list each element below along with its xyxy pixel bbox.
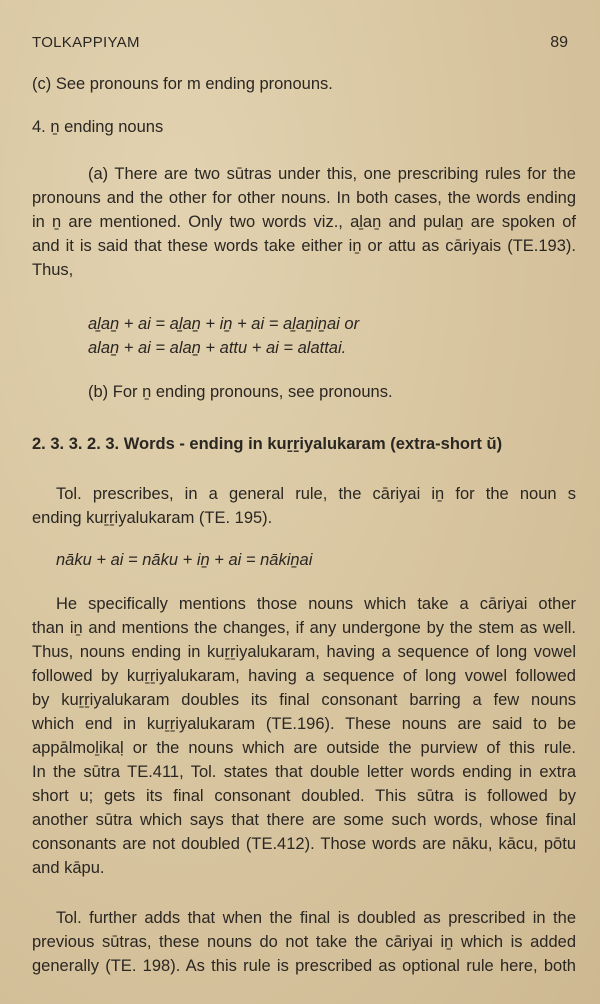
paragraph-line: by kuṟṟiyalukaram doubles its final consonant barring a few nouns <box>32 691 576 709</box>
running-header-title: TOLKAPPIYAM <box>32 34 140 51</box>
paragraph-line: followed by kuṟṟiyalukaram, having a sequence of long vowel followed <box>32 667 576 685</box>
paragraph-line: which end in kuṟṟiyalukaram (TE.196). These nouns are said to be <box>32 715 576 733</box>
paragraph-line: Thus, <box>32 261 74 279</box>
paragraph-line: He specifically mentions those nouns which take a cāriyai other <box>56 595 576 613</box>
paragraph-line: previous sūtras, these nouns do not take the cāriyai iṉ which is added <box>32 933 576 951</box>
paragraph-line: another sūtra which says that there are some such words, whose final <box>32 811 576 829</box>
paragraph-line: (b) For ṉ ending pronouns, see pronouns. <box>88 383 393 401</box>
page-number: 89 <box>550 34 568 51</box>
section-heading: 2. 3. 3. 2. 3. Words - ending in kuṟṟiyalukaram (extra-short ŭ) <box>32 435 503 453</box>
paragraph-line: Tol. prescribes, in a general rule, the cāriyai iṉ for the noun s <box>56 485 576 503</box>
paragraph-line: Thus, nouns ending in kuṟṟiyalukaram, having a sequence of long vowel <box>32 643 576 661</box>
example-formula: alaṉ + ai = alaṉ + attu + ai = alattai. <box>88 339 347 357</box>
paragraph-line: in ṉ are mentioned. Only two words viz., aḻaṉ and pulaṉ are spoken of <box>32 213 576 231</box>
list-item-c: (c) See pronouns for m ending pronouns. <box>32 75 333 93</box>
paragraph-line: and kāpu. <box>32 859 105 877</box>
list-item-4-heading: 4. ṉ ending nouns <box>32 118 164 136</box>
paragraph-line: ending kuṟṟiyalukaram (TE. 195). <box>32 509 273 527</box>
paragraph-line: pronouns and the other for other nouns. In both cases, the words ending <box>32 189 576 207</box>
running-header <box>32 34 568 54</box>
paragraph-line: consonants are not doubled (TE.412). Those words are nāku, kācu, pōtu <box>32 835 576 853</box>
paragraph-line: (a) There are two sūtras under this, one prescribing rules for the <box>88 165 576 183</box>
paragraph-line: Tol. further adds that when the final is doubled as prescribed in the <box>56 909 576 927</box>
example-formula: nāku + ai = nāku + iṉ + ai = nākiṉai <box>56 551 313 569</box>
paragraph-line: short u; gets its final consonant doubled. This sūtra is followed by <box>32 787 576 805</box>
example-formula: aḻaṉ + ai = aḻaṉ + iṉ + ai = aḻaṉiṉai or <box>88 315 360 333</box>
paragraph-line: generally (TE. 198). As this rule is prescribed as optional rule here, both <box>32 957 576 975</box>
paragraph-line: and it is said that these words take either iṉ or attu as cāriyais (TE.193). <box>32 237 576 255</box>
paragraph-line: than iṉ and mentions the changes, if any undergone by the stem as well. <box>32 619 576 637</box>
paragraph-line: appālmoḻikaḷ or the nouns which are outside the purview of this rule. <box>32 739 576 757</box>
paragraph-line: In the sūtra TE.411, Tol. states that double letter words ending in extra <box>32 763 576 781</box>
